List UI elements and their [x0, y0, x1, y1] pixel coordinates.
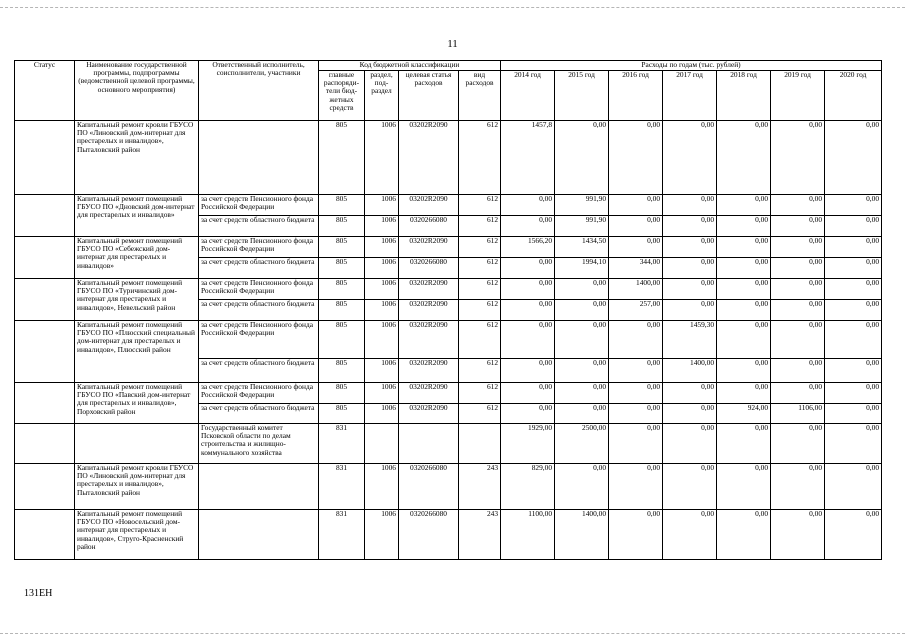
- program-name-cell: Капитальный ремонт помещений ГБУСО ПО «Себежский дом-интернат для престарелых и инвалидов»: [75, 237, 199, 279]
- header-year: 2015 год: [555, 71, 609, 121]
- table-row: [15, 121, 882, 195]
- section-cell: 1006: [365, 121, 399, 195]
- expense-value-cell: 1106,00: [771, 404, 825, 424]
- section-cell: 1006: [365, 216, 399, 237]
- header-section: раздел, под-раздел: [365, 71, 399, 121]
- expense-value-cell: 2500,00: [555, 424, 609, 464]
- program-name-cell: [75, 424, 199, 464]
- grbs-cell: 805: [319, 195, 365, 216]
- header-executor: Ответственный исполнитель, соисполнители, участники: [199, 61, 319, 121]
- expense-value-cell: 0,00: [771, 195, 825, 216]
- expense-value-cell: 0,00: [771, 464, 825, 510]
- expense-value-cell: 0,00: [555, 404, 609, 424]
- header-year: 2019 год: [771, 71, 825, 121]
- expense-value-cell: 0,00: [825, 258, 882, 279]
- expense-value-cell: 0,00: [717, 195, 771, 216]
- executor-cell: [199, 464, 319, 510]
- expense-value-cell: 0,00: [555, 383, 609, 404]
- executor-cell: за счет средств областного бюджета: [199, 359, 319, 383]
- section-cell: 1006: [365, 237, 399, 258]
- grbs-cell: 805: [319, 258, 365, 279]
- target-cell: 03202R2090: [399, 279, 459, 300]
- expense-value-cell: 0,00: [555, 359, 609, 383]
- grbs-cell: 805: [319, 359, 365, 383]
- expense-value-cell: 0,00: [717, 279, 771, 300]
- table-row: [15, 383, 882, 404]
- kind-cell: 612: [459, 121, 501, 195]
- budget-table-body: [15, 121, 882, 560]
- target-cell: [399, 424, 459, 464]
- top-scan-edge: [0, 7, 905, 8]
- expense-value-cell: 0,00: [771, 300, 825, 321]
- expense-value-cell: 0,00: [717, 237, 771, 258]
- expense-value-cell: 0,00: [663, 510, 717, 560]
- status-cell: [15, 510, 75, 560]
- expense-value-cell: 0,00: [555, 321, 609, 359]
- expense-value-cell: 0,00: [555, 279, 609, 300]
- expense-value-cell: 1400,00: [555, 510, 609, 560]
- table-row: [15, 321, 882, 359]
- kind-cell: 243: [459, 464, 501, 510]
- expense-value-cell: 0,00: [501, 321, 555, 359]
- expense-value-cell: 0,00: [501, 404, 555, 424]
- executor-cell: за счет средств областного бюджета: [199, 404, 319, 424]
- expense-value-cell: 0,00: [609, 121, 663, 195]
- expense-value-cell: 0,00: [663, 383, 717, 404]
- target-cell: 03202R2090: [399, 237, 459, 258]
- program-name-cell: Капитальный ремонт кровли ГБУСО ПО «Линовский дом-интернат для престарелых и инвалидов», Пыталовский район: [75, 121, 199, 195]
- expense-value-cell: 1994,10: [555, 258, 609, 279]
- expense-value-cell: 0,00: [825, 464, 882, 510]
- target-cell: 03202R2090: [399, 300, 459, 321]
- expense-value-cell: 0,00: [663, 195, 717, 216]
- kind-cell: 243: [459, 510, 501, 560]
- target-cell: 0320266080: [399, 510, 459, 560]
- section-cell: 1006: [365, 383, 399, 404]
- expense-value-cell: 0,00: [663, 300, 717, 321]
- expense-value-cell: 0,00: [771, 321, 825, 359]
- expense-value-cell: 0,00: [663, 237, 717, 258]
- target-cell: 03202R2090: [399, 321, 459, 359]
- expense-value-cell: 0,00: [825, 216, 882, 237]
- expense-value-cell: 0,00: [501, 279, 555, 300]
- section-cell: 1006: [365, 510, 399, 560]
- expense-value-cell: 0,00: [663, 216, 717, 237]
- expense-value-cell: 0,00: [825, 300, 882, 321]
- expense-value-cell: 0,00: [501, 300, 555, 321]
- expense-value-cell: 1459,30: [663, 321, 717, 359]
- footer-code: 131EH: [24, 588, 53, 599]
- status-cell: [15, 237, 75, 279]
- status-cell: [15, 279, 75, 321]
- target-cell: 03202R2090: [399, 383, 459, 404]
- section-cell: 1006: [365, 258, 399, 279]
- expense-value-cell: 0,00: [663, 464, 717, 510]
- expense-value-cell: 0,00: [825, 404, 882, 424]
- expense-value-cell: 0,00: [717, 258, 771, 279]
- status-cell: [15, 321, 75, 383]
- header-year: 2016 год: [609, 71, 663, 121]
- expense-value-cell: 0,00: [609, 359, 663, 383]
- expense-value-cell: 0,00: [555, 300, 609, 321]
- executor-cell: за счет средств Пенсионного фонда Российской Федерации: [199, 321, 319, 359]
- expense-value-cell: 1400,00: [663, 359, 717, 383]
- expense-value-cell: 0,00: [771, 258, 825, 279]
- header-year: 2018 год: [717, 71, 771, 121]
- expense-value-cell: 991,90: [555, 195, 609, 216]
- expense-value-cell: 0,00: [663, 279, 717, 300]
- kind-cell: 612: [459, 383, 501, 404]
- target-cell: 0320266080: [399, 216, 459, 237]
- program-name-cell: Капитальный ремонт помещений ГБУСО ПО «Туричинский дом-интернат для престарелых и инвалидов», Невельский район: [75, 279, 199, 321]
- executor-cell: за счет средств Пенсионного фонда Российской Федерации: [199, 195, 319, 216]
- expense-value-cell: 0,00: [771, 237, 825, 258]
- grbs-cell: 805: [319, 300, 365, 321]
- expense-value-cell: 0,00: [609, 404, 663, 424]
- expense-value-cell: 1457,8: [501, 121, 555, 195]
- expense-value-cell: 0,00: [609, 195, 663, 216]
- grbs-cell: 805: [319, 279, 365, 300]
- program-name-cell: Капитальный ремонт помещений ГБУСО ПО «Павский дом-интернат для престарелых и инвалидов», Порховский район: [75, 383, 199, 424]
- expense-value-cell: 0,00: [825, 195, 882, 216]
- section-cell: 1006: [365, 464, 399, 510]
- expense-value-cell: 0,00: [717, 510, 771, 560]
- grbs-cell: 805: [319, 216, 365, 237]
- kind-cell: [459, 424, 501, 464]
- kind-cell: 612: [459, 404, 501, 424]
- expense-value-cell: 0,00: [825, 237, 882, 258]
- table-row: [15, 464, 882, 510]
- grbs-cell: 831: [319, 424, 365, 464]
- budget-table-container: [14, 60, 882, 560]
- table-row: [15, 279, 882, 300]
- expense-value-cell: 0,00: [825, 321, 882, 359]
- kind-cell: 612: [459, 359, 501, 383]
- executor-cell: Государственный комитет Псковской области по делам строительства и жилищно-коммунального хозяйства: [199, 424, 319, 464]
- section-cell: 1006: [365, 404, 399, 424]
- grbs-cell: 831: [319, 464, 365, 510]
- expense-value-cell: 0,00: [663, 424, 717, 464]
- expense-value-cell: 0,00: [609, 464, 663, 510]
- expense-value-cell: 0,00: [771, 510, 825, 560]
- target-cell: 03202R2090: [399, 359, 459, 383]
- table-row: [15, 424, 882, 464]
- expense-value-cell: 0,00: [717, 464, 771, 510]
- expense-value-cell: 257,00: [609, 300, 663, 321]
- section-cell: [365, 424, 399, 464]
- expense-value-cell: 0,00: [717, 424, 771, 464]
- expense-value-cell: 0,00: [717, 216, 771, 237]
- grbs-cell: 805: [319, 404, 365, 424]
- expense-value-cell: 0,00: [717, 321, 771, 359]
- expense-value-cell: 0,00: [501, 359, 555, 383]
- kind-cell: 612: [459, 195, 501, 216]
- target-cell: 03202R2090: [399, 121, 459, 195]
- header-kind: вид расходов: [459, 71, 501, 121]
- expense-value-cell: 0,00: [825, 383, 882, 404]
- expense-value-cell: 1434,50: [555, 237, 609, 258]
- expense-value-cell: 0,00: [771, 383, 825, 404]
- expense-value-cell: 0,00: [717, 121, 771, 195]
- section-cell: 1006: [365, 359, 399, 383]
- expense-value-cell: 0,00: [501, 383, 555, 404]
- expense-value-cell: 0,00: [717, 383, 771, 404]
- program-name-cell: Капитальный ремонт кровли ГБУСО ПО «Линовский дом-интернат для престарелых и инвалидов», Пыталовский район: [75, 464, 199, 510]
- expense-value-cell: 0,00: [825, 510, 882, 560]
- expense-value-cell: 0,00: [555, 464, 609, 510]
- section-cell: 1006: [365, 300, 399, 321]
- executor-cell: за счет средств Пенсионного фонда Российской Федерации: [199, 279, 319, 300]
- bottom-scan-edge: [0, 633, 905, 634]
- header-year: 2020 год: [825, 71, 882, 121]
- grbs-cell: 805: [319, 383, 365, 404]
- table-row: [15, 237, 882, 258]
- expense-value-cell: 0,00: [501, 258, 555, 279]
- executor-cell: [199, 510, 319, 560]
- expense-value-cell: 0,00: [609, 383, 663, 404]
- header-target: целевая статья расходов: [399, 71, 459, 121]
- kind-cell: 612: [459, 279, 501, 300]
- section-cell: 1006: [365, 279, 399, 300]
- expense-value-cell: 1400,00: [609, 279, 663, 300]
- header-expenses: Расходы по годам (тыс. рублей): [501, 61, 882, 71]
- executor-cell: за счет средств областного бюджета: [199, 258, 319, 279]
- kind-cell: 612: [459, 258, 501, 279]
- expense-value-cell: 0,00: [555, 121, 609, 195]
- budget-table: [14, 60, 882, 560]
- page-number: 11: [447, 38, 458, 50]
- expense-value-cell: 0,00: [825, 359, 882, 383]
- header-year: 2017 год: [663, 71, 717, 121]
- expense-value-cell: 0,00: [771, 216, 825, 237]
- target-cell: 0320266080: [399, 258, 459, 279]
- expense-value-cell: 829,00: [501, 464, 555, 510]
- kind-cell: 612: [459, 321, 501, 359]
- target-cell: 0320266080: [399, 464, 459, 510]
- section-cell: 1006: [365, 321, 399, 359]
- executor-cell: за счет средств Пенсионного фонда Российской Федерации: [199, 237, 319, 258]
- executor-cell: [199, 121, 319, 195]
- expense-value-cell: 0,00: [609, 216, 663, 237]
- status-cell: [15, 424, 75, 464]
- expense-value-cell: 0,00: [663, 404, 717, 424]
- expense-value-cell: 0,00: [501, 195, 555, 216]
- expense-value-cell: 0,00: [771, 424, 825, 464]
- expense-value-cell: 0,00: [771, 359, 825, 383]
- table-row: [15, 510, 882, 560]
- status-cell: [15, 195, 75, 237]
- expense-value-cell: 924,00: [717, 404, 771, 424]
- header-name: Наименование государственной программы, подпрограммы (ведомственной целевой программы, основного мероприятия): [75, 61, 199, 121]
- grbs-cell: 831: [319, 510, 365, 560]
- table-row: [15, 195, 882, 216]
- expense-value-cell: 1929,00: [501, 424, 555, 464]
- expense-value-cell: 0,00: [663, 258, 717, 279]
- expense-value-cell: 0,00: [609, 237, 663, 258]
- expense-value-cell: 0,00: [501, 216, 555, 237]
- executor-cell: за счет средств Пенсионного фонда Российской Федерации: [199, 383, 319, 404]
- expense-value-cell: 0,00: [609, 424, 663, 464]
- expense-value-cell: 1100,00: [501, 510, 555, 560]
- expense-value-cell: 0,00: [825, 424, 882, 464]
- status-cell: [15, 121, 75, 195]
- expense-value-cell: 0,00: [609, 321, 663, 359]
- executor-cell: за счет средств областного бюджета: [199, 216, 319, 237]
- program-name-cell: Капитальный ремонт помещений ГБУСО ПО «Дновский дом-интернат для престарелых и инвалидов»: [75, 195, 199, 237]
- expense-value-cell: 0,00: [825, 279, 882, 300]
- header-grbs: главные распоряди-тели бюд-жетных средств: [319, 71, 365, 121]
- status-cell: [15, 464, 75, 510]
- expense-value-cell: 0,00: [771, 121, 825, 195]
- program-name-cell: Капитальный ремонт помещений ГБУСО ПО «Плюсский специальный дом-интернат для престарелых и инвалидов», Плюсский район: [75, 321, 199, 383]
- section-cell: 1006: [365, 195, 399, 216]
- target-cell: 03202R2090: [399, 404, 459, 424]
- expense-value-cell: 0,00: [771, 279, 825, 300]
- status-cell: [15, 383, 75, 424]
- expense-value-cell: 0,00: [609, 510, 663, 560]
- grbs-cell: 805: [319, 321, 365, 359]
- expense-value-cell: 991,90: [555, 216, 609, 237]
- header-budget-code: Код бюджетной классификации: [319, 61, 501, 71]
- header-status: Статус: [15, 61, 75, 121]
- executor-cell: за счет средств областного бюджета: [199, 300, 319, 321]
- expense-value-cell: 0,00: [717, 359, 771, 383]
- grbs-cell: 805: [319, 237, 365, 258]
- program-name-cell: Капитальный ремонт помещений ГБУСО ПО «Новосельский дом-интернат для престарелых и инвалидов», Струго-Красненский район: [75, 510, 199, 560]
- kind-cell: 612: [459, 216, 501, 237]
- grbs-cell: 805: [319, 121, 365, 195]
- expense-value-cell: 344,00: [609, 258, 663, 279]
- expense-value-cell: 0,00: [717, 300, 771, 321]
- kind-cell: 612: [459, 237, 501, 258]
- expense-value-cell: 1566,20: [501, 237, 555, 258]
- kind-cell: 612: [459, 300, 501, 321]
- expense-value-cell: 0,00: [825, 121, 882, 195]
- header-year: 2014 год: [501, 71, 555, 121]
- target-cell: 03202R2090: [399, 195, 459, 216]
- expense-value-cell: 0,00: [663, 121, 717, 195]
